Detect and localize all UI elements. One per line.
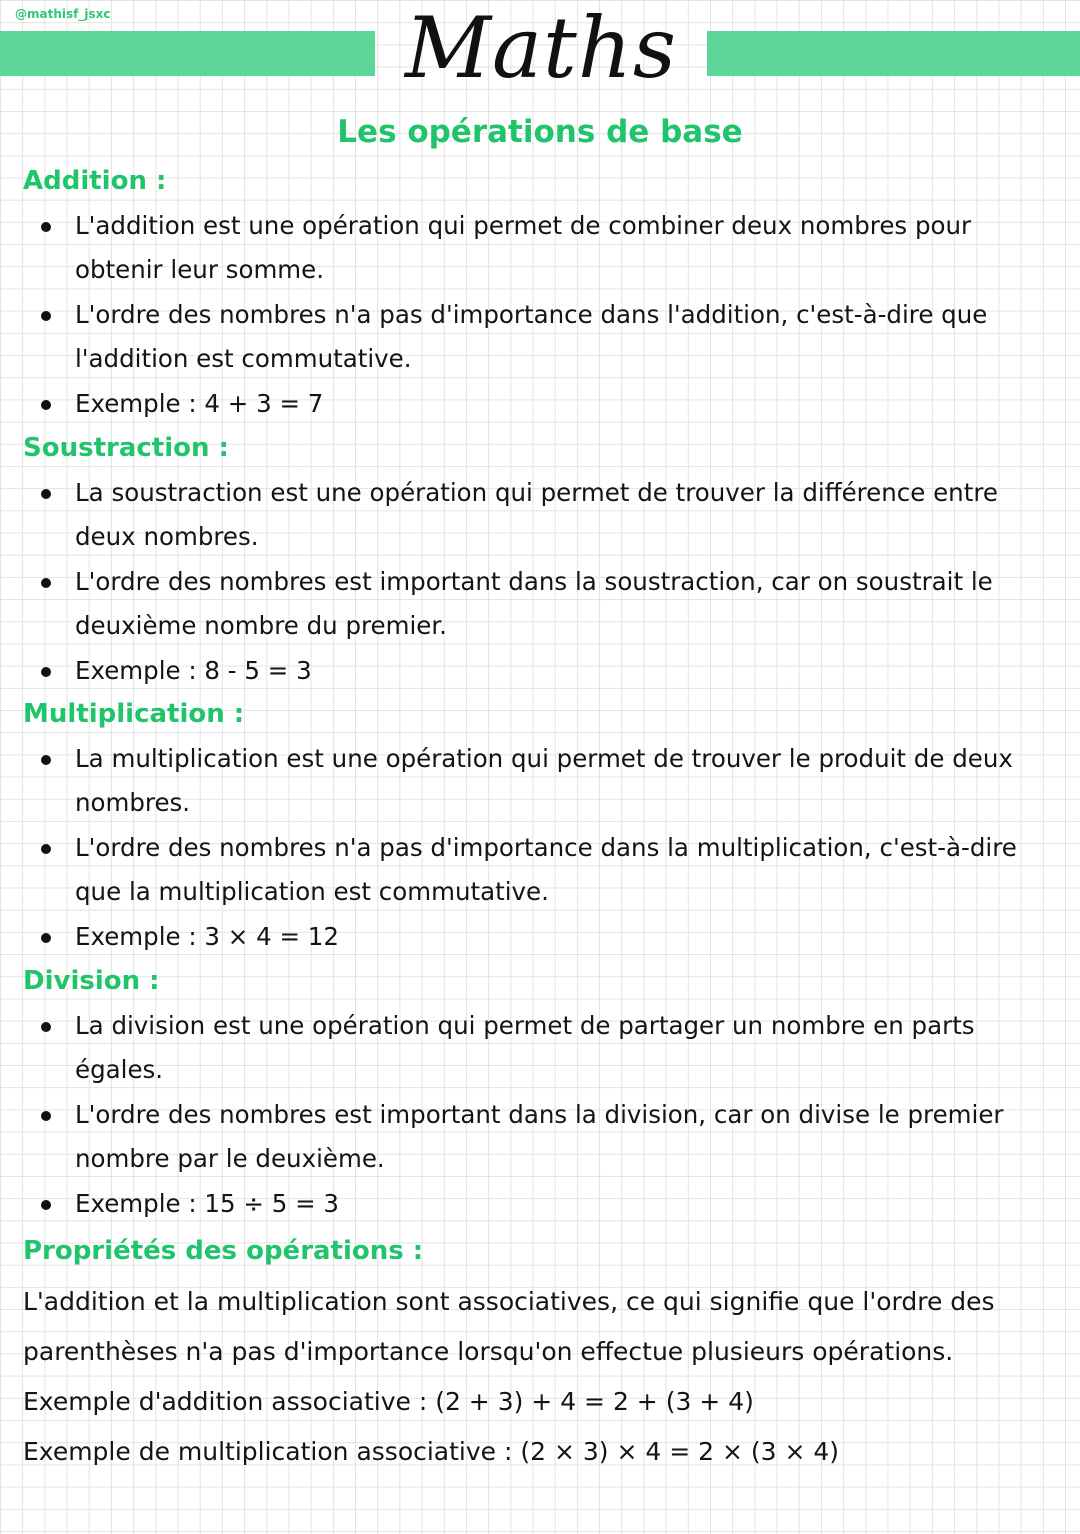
title-band-right <box>707 31 1080 76</box>
list-item: Exemple : 4 + 3 = 7 <box>75 382 1060 426</box>
bullet-icon <box>41 400 51 410</box>
section-heading-multiplication: Multiplication : <box>23 699 245 729</box>
division-list <box>75 1004 1060 1226</box>
addition-list <box>75 204 1060 426</box>
bullet-icon <box>41 222 51 232</box>
properties-text: L'addition et la multiplication sont associatives, ce qui signifie que l'ordre des parenthèses n'a pas d'importance lorsqu'on effectue plusieurs opérations. <box>23 1287 995 1366</box>
subtitle: Les opérations de base <box>337 114 743 150</box>
bullet-icon <box>41 489 51 499</box>
list-item: L'ordre des nombres est important dans la division, car on divise le premier nombre par le deuxième. <box>75 1093 1060 1182</box>
list-item: L'ordre des nombres n'a pas d'importance dans l'addition, c'est-à-dire que l'addition est commutative. <box>75 293 1060 382</box>
example-addition-associative: Exemple d'addition associative : (2 + 3) + 4 = 2 + (3 + 4) <box>23 1387 754 1416</box>
multiplication-list <box>75 737 1060 959</box>
bullet-icon <box>41 933 51 943</box>
section-heading-proprietes: Propriétés des opérations : <box>23 1236 424 1266</box>
bullet-icon <box>41 755 51 765</box>
example-multiplication-associative: Exemple de multiplication associative : (2 × 3) × 4 = 2 × (3 × 4) <box>23 1437 840 1466</box>
list-item: L'addition est une opération qui permet de combiner deux nombres pour obtenir leur somme. <box>75 204 1060 293</box>
title-band-left <box>0 31 375 76</box>
bullet-icon <box>41 311 51 321</box>
list-item: Exemple : 8 - 5 = 3 <box>75 649 1060 693</box>
watermark: @mathisf_jsxc <box>15 7 111 21</box>
section-heading-addition: Addition : <box>23 166 167 196</box>
bullet-icon <box>41 578 51 588</box>
soustraction-list <box>75 471 1060 693</box>
list-item: La division est une opération qui permet de partager un nombre en parts égales. <box>75 1004 1060 1093</box>
bullet-icon <box>41 1022 51 1032</box>
page-title: Maths <box>404 0 678 97</box>
list-item: L'ordre des nombres n'a pas d'importance dans la multiplication, c'est-à-dire que la multiplication est commutative. <box>75 826 1060 915</box>
list-item: Exemple : 3 × 4 = 12 <box>75 915 1060 959</box>
section-heading-soustraction: Soustraction : <box>23 433 229 463</box>
bullet-icon <box>41 1111 51 1121</box>
list-item: Exemple : 15 ÷ 5 = 3 <box>75 1182 1060 1226</box>
list-item: La soustraction est une opération qui permet de trouver la différence entre deux nombres. <box>75 471 1060 560</box>
bullet-icon <box>41 844 51 854</box>
list-item: La multiplication est une opération qui permet de trouver le produit de deux nombres. <box>75 737 1060 826</box>
bullet-icon <box>41 1200 51 1210</box>
section-heading-division: Division : <box>23 966 160 996</box>
bullet-icon <box>41 667 51 677</box>
list-item: L'ordre des nombres est important dans la soustraction, car on soustrait le deuxième nombre du premier. <box>75 560 1060 649</box>
